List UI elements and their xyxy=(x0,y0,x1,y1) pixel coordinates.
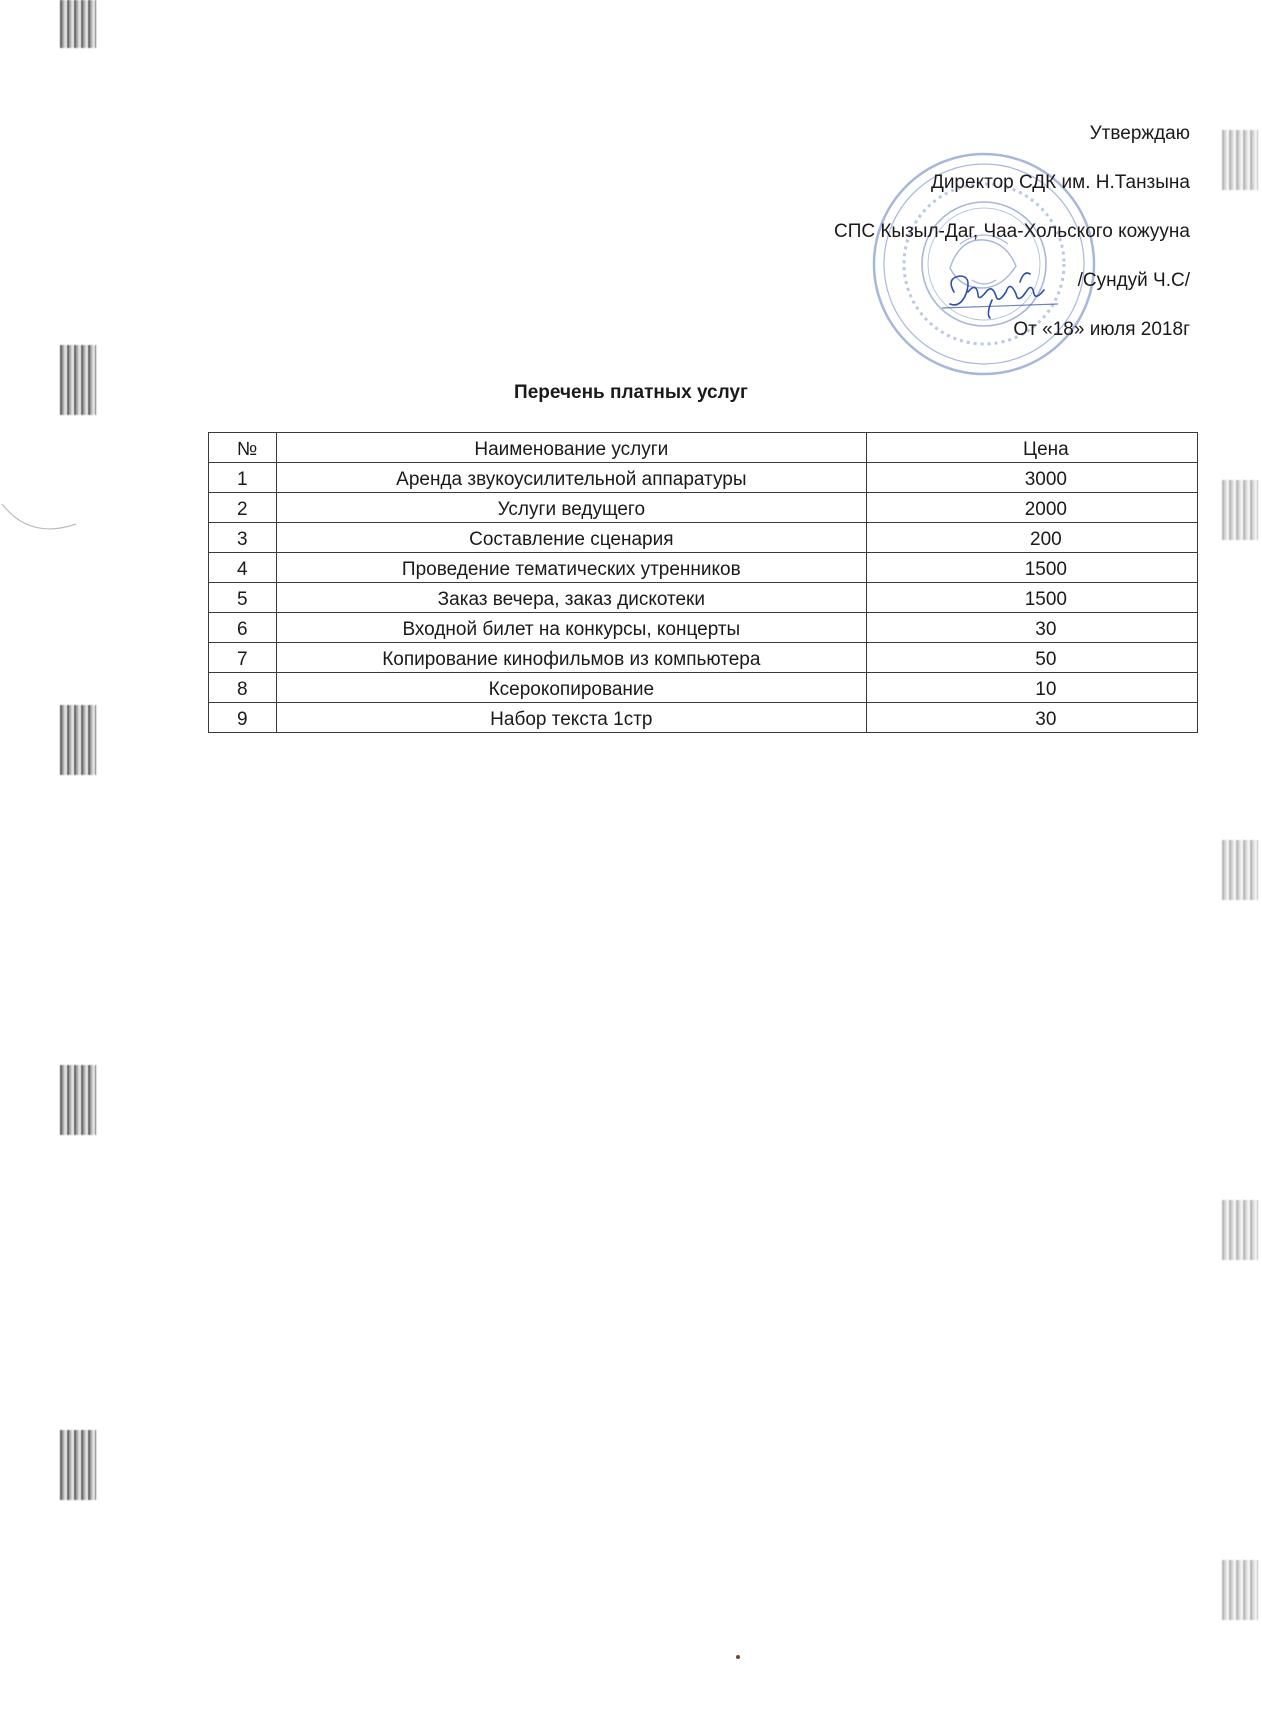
row-service-name: Составление сценария xyxy=(276,523,866,553)
scan-dot xyxy=(736,1655,740,1659)
document-title: Перечень платных услуг xyxy=(514,382,748,403)
table-row xyxy=(209,523,1198,553)
row-price: 2000 xyxy=(866,493,1197,523)
services-price-table xyxy=(208,432,1198,733)
scan-artifact xyxy=(60,1065,96,1135)
row-service-name: Проведение тематических утренников xyxy=(276,553,866,583)
row-service-name: Набор текста 1стр xyxy=(276,703,866,733)
row-number: 4 xyxy=(209,553,277,583)
row-price: 10 xyxy=(866,673,1197,703)
row-service-name: Ксерокопирование xyxy=(276,673,866,703)
scan-artifact xyxy=(60,1430,96,1500)
header-number: № xyxy=(209,433,277,463)
approver-name: /Сундуй Ч.С/ xyxy=(1077,270,1190,291)
table-row xyxy=(209,673,1198,703)
row-price: 200 xyxy=(866,523,1197,553)
row-number: 5 xyxy=(209,583,277,613)
row-number: 3 xyxy=(209,523,277,553)
row-price: 30 xyxy=(866,613,1197,643)
scan-artifact xyxy=(1222,130,1258,190)
row-service-name: Копирование кинофильмов из компьютера xyxy=(276,643,866,673)
row-number: 1 xyxy=(209,463,277,493)
row-price: 1500 xyxy=(866,553,1197,583)
approval-position: Директор СДК им. Н.Танзына xyxy=(930,172,1190,193)
scan-artifact xyxy=(60,705,96,775)
row-price: 50 xyxy=(866,643,1197,673)
row-price: 30 xyxy=(866,703,1197,733)
row-service-name: Заказ вечера, заказ дискотеки xyxy=(276,583,866,613)
table-row xyxy=(209,553,1198,583)
row-service-name: Аренда звукоусилительной аппаратуры xyxy=(276,463,866,493)
row-number: 8 xyxy=(209,673,277,703)
scan-artifact xyxy=(60,0,96,48)
approval-organization: СПС Кызыл-Даг, Чаа-Хольского кожууна xyxy=(833,221,1190,242)
table-row xyxy=(209,583,1198,613)
table-header-row xyxy=(209,433,1198,463)
row-number: 9 xyxy=(209,703,277,733)
scan-artifact xyxy=(1222,840,1258,900)
approval-block xyxy=(670,122,1190,367)
row-price: 1500 xyxy=(866,583,1197,613)
scan-artifact xyxy=(1222,480,1258,540)
table-row xyxy=(209,613,1198,643)
row-price: 3000 xyxy=(866,463,1197,493)
approval-signature-line xyxy=(670,269,1190,293)
table-row xyxy=(209,703,1198,733)
row-service-name: Услуги ведущего xyxy=(276,493,866,523)
scan-artifact xyxy=(60,345,96,415)
scan-artifact xyxy=(1222,1200,1258,1260)
header-price: Цена xyxy=(866,433,1197,463)
approval-heading: Утверждаю xyxy=(1089,123,1190,144)
table-row xyxy=(209,493,1198,523)
header-service-name: Наименование услуги xyxy=(276,433,866,463)
table-row xyxy=(209,643,1198,673)
table-row xyxy=(209,463,1198,493)
row-number: 7 xyxy=(209,643,277,673)
row-service-name: Входной билет на конкурсы, концерты xyxy=(276,613,866,643)
approval-date: От «18» июля 2018г xyxy=(1013,319,1190,340)
row-number: 2 xyxy=(209,493,277,523)
margin-arc-mark xyxy=(0,500,80,540)
scan-artifact xyxy=(1222,1560,1258,1620)
row-number: 6 xyxy=(209,613,277,643)
